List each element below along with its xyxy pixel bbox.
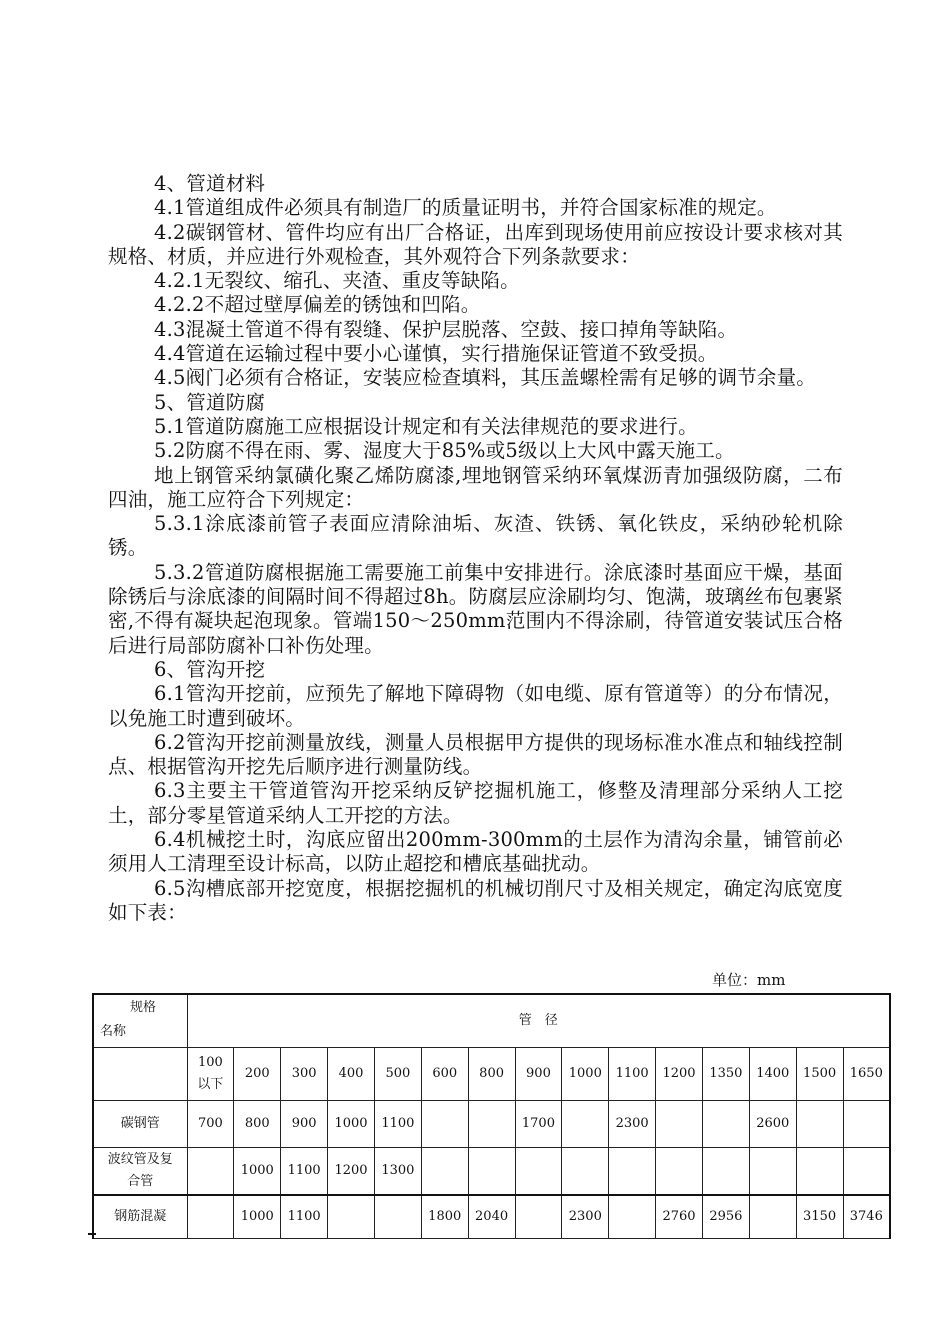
paragraph: 5.3.1涂底漆前管子表面应清除油垢、灰渣、铁锈、氧化铁皮，采纳砂轮机除锈。	[108, 512, 843, 560]
value-cell: 1100	[374, 1101, 421, 1148]
paragraph: 4.2.1无裂纹、缩孔、夹渣、重皮等缺陷。	[154, 269, 520, 293]
diameter-cell: 1100	[609, 1048, 656, 1101]
diameter-header: 管 径	[187, 994, 890, 1048]
table-edge-mark	[88, 1233, 96, 1235]
value-cell: 1300	[374, 1148, 421, 1196]
value-cell	[187, 1148, 234, 1196]
trench-width-table	[92, 993, 891, 1239]
value-cell	[515, 1195, 562, 1239]
diameter-cell: 500	[374, 1048, 421, 1101]
paragraph: 6.1管沟开挖前，应预先了解地下障碍物（如电缆、原有管道等）的分布情况，以免施工时遭到破坏。	[108, 682, 843, 730]
value-cell	[656, 1101, 703, 1148]
diameter-cell: 1000	[562, 1048, 609, 1101]
row-name-cell: 波纹管及复合管	[93, 1148, 187, 1196]
value-cell	[421, 1101, 468, 1148]
table-row	[93, 1195, 890, 1239]
paragraph: 5、管道防腐	[154, 390, 266, 414]
value-cell: 3746	[843, 1195, 890, 1239]
diameter-cell: 900	[515, 1048, 562, 1101]
diameter-cell: 1350	[702, 1048, 749, 1101]
diameter-row	[93, 1048, 890, 1101]
diameter-cell: 1500	[796, 1048, 843, 1101]
value-cell	[749, 1148, 796, 1196]
paragraph: 地上钢管采纳氯磺化聚乙烯防腐漆,埋地钢管采纳环氧煤沥青加强级防腐，二布四油，施工应符合下列规定：	[108, 463, 843, 511]
value-cell: 1000	[234, 1195, 281, 1239]
corner-bottom-label: 名称	[100, 1024, 127, 1039]
value-cell	[468, 1148, 515, 1196]
table-header-row	[93, 994, 890, 1048]
value-cell	[843, 1101, 890, 1148]
value-cell	[656, 1148, 703, 1196]
diameter-cell: 1650	[843, 1048, 890, 1101]
value-cell	[749, 1195, 796, 1239]
paragraph: 4.2.2不超过壁厚偏差的锈蚀和凹陷。	[154, 293, 481, 317]
diameter-cell: 200	[234, 1048, 281, 1101]
paragraph: 6、管沟开挖	[154, 657, 266, 681]
paragraph: 4.2碳钢管材、管件均应有出厂合格证，出库到现场使用前应按设计要求核对其规格、材质，并应进行外观检查，其外观符合下列条款要求：	[108, 220, 843, 268]
diameter-cell: 600	[421, 1048, 468, 1101]
value-cell: 1800	[421, 1195, 468, 1239]
value-cell: 1700	[515, 1101, 562, 1148]
paragraph: 6.3主要主干管道管沟开挖采纳反铲挖掘机施工，修整及清理部分采纳人工挖土，部分零星管道采纳人工开挖的方法。	[108, 779, 843, 827]
diameter-cell: 1400	[749, 1048, 796, 1101]
paragraph: 4.4管道在运输过程中要小心谨慎，实行措施保证管道不致受损。	[154, 342, 718, 366]
diameter-cell: 400	[328, 1048, 375, 1101]
value-cell	[562, 1101, 609, 1148]
corner-top-label: 规格	[130, 1000, 157, 1015]
paragraph: 5.1管道防腐施工应根据设计规定和有关法律规范的要求进行。	[154, 414, 698, 438]
paragraph: 6.5沟槽底部开挖宽度，根据挖掘机的机械切削尺寸及相关规定，确定沟底宽度如下表：	[108, 876, 843, 924]
paragraph: 5.3.2管道防腐根据施工需要施工前集中安排进行。涂底漆时基面应干燥，基面除锈后与涂底漆的间隔时间不得超过8h。防腐层应涂刷均匀、饱满，玻璃丝布包裹紧密,不得有凝块起泡现象。管端150～250mm范围内不得涂刷，待管道安装试压合格后进行局部防腐补口补伤处理。	[108, 560, 843, 657]
value-cell: 1000	[234, 1148, 281, 1196]
value-cell: 2760	[656, 1195, 703, 1239]
value-cell: 1200	[328, 1148, 375, 1196]
value-cell	[702, 1101, 749, 1148]
value-cell: 2040	[468, 1195, 515, 1239]
value-cell	[843, 1148, 890, 1196]
value-cell	[562, 1148, 609, 1196]
value-cell	[468, 1101, 515, 1148]
paragraph: 6.4机械挖土时，沟底应留出200mm-300mm的土层作为清沟余量，铺管前必须用人工清理至设计标高，以防止超挖和槽底基础扰动。	[108, 828, 843, 876]
value-cell	[796, 1148, 843, 1196]
value-cell	[374, 1195, 421, 1239]
row-name-cell: 钢筋混凝	[93, 1195, 187, 1239]
empty-cell	[93, 1048, 187, 1101]
diameter-cell: 800	[468, 1048, 515, 1101]
value-cell: 2300	[609, 1101, 656, 1148]
value-cell: 1100	[281, 1148, 328, 1196]
diameter-cell: 300	[281, 1048, 328, 1101]
value-cell: 2300	[562, 1195, 609, 1239]
value-cell	[421, 1148, 468, 1196]
value-cell	[187, 1195, 234, 1239]
paragraph: 4.5阀门必须有合格证，安装应检查填料，其压盖螺栓需有足够的调节余量。	[154, 366, 817, 390]
paragraph: 5.2防腐不得在雨、雾、湿度大于85%或5级以上大风中露天施工。	[154, 439, 735, 463]
unit-label: 单位：mm	[712, 971, 786, 989]
value-cell: 800	[234, 1101, 281, 1148]
value-cell	[702, 1148, 749, 1196]
diameter-cell: 100以下	[187, 1048, 234, 1101]
value-cell: 2956	[702, 1195, 749, 1239]
value-cell	[328, 1195, 375, 1239]
table-row	[93, 1101, 890, 1148]
table-row	[93, 1148, 890, 1196]
paragraph: 6.2管沟开挖前测量放线，测量人员根据甲方提供的现场标准水准点和轴线控制点、根据管沟开挖先后顺序进行测量防线。	[108, 730, 843, 779]
paragraph: 4.3混凝土管道不得有裂缝、保护层脱落、空鼓、接口掉角等缺陷。	[154, 317, 738, 341]
value-cell	[609, 1195, 656, 1239]
paragraph: 4.1管道组成件必须具有制造厂的质量证明书，并符合国家标准的规定。	[154, 196, 777, 220]
value-cell: 700	[187, 1101, 234, 1148]
value-cell: 3150	[796, 1195, 843, 1239]
diameter-cell: 1200	[656, 1048, 703, 1101]
corner-cell	[93, 994, 187, 1048]
body-text	[108, 172, 843, 925]
value-cell: 1000	[328, 1101, 375, 1148]
paragraph: 4、管道材料	[154, 172, 266, 195]
value-cell: 900	[281, 1101, 328, 1148]
row-name-cell: 碳钢管	[93, 1101, 187, 1148]
value-cell	[515, 1148, 562, 1196]
value-cell: 2600	[749, 1101, 796, 1148]
value-cell: 1100	[281, 1195, 328, 1239]
value-cell	[609, 1148, 656, 1196]
value-cell	[796, 1101, 843, 1148]
